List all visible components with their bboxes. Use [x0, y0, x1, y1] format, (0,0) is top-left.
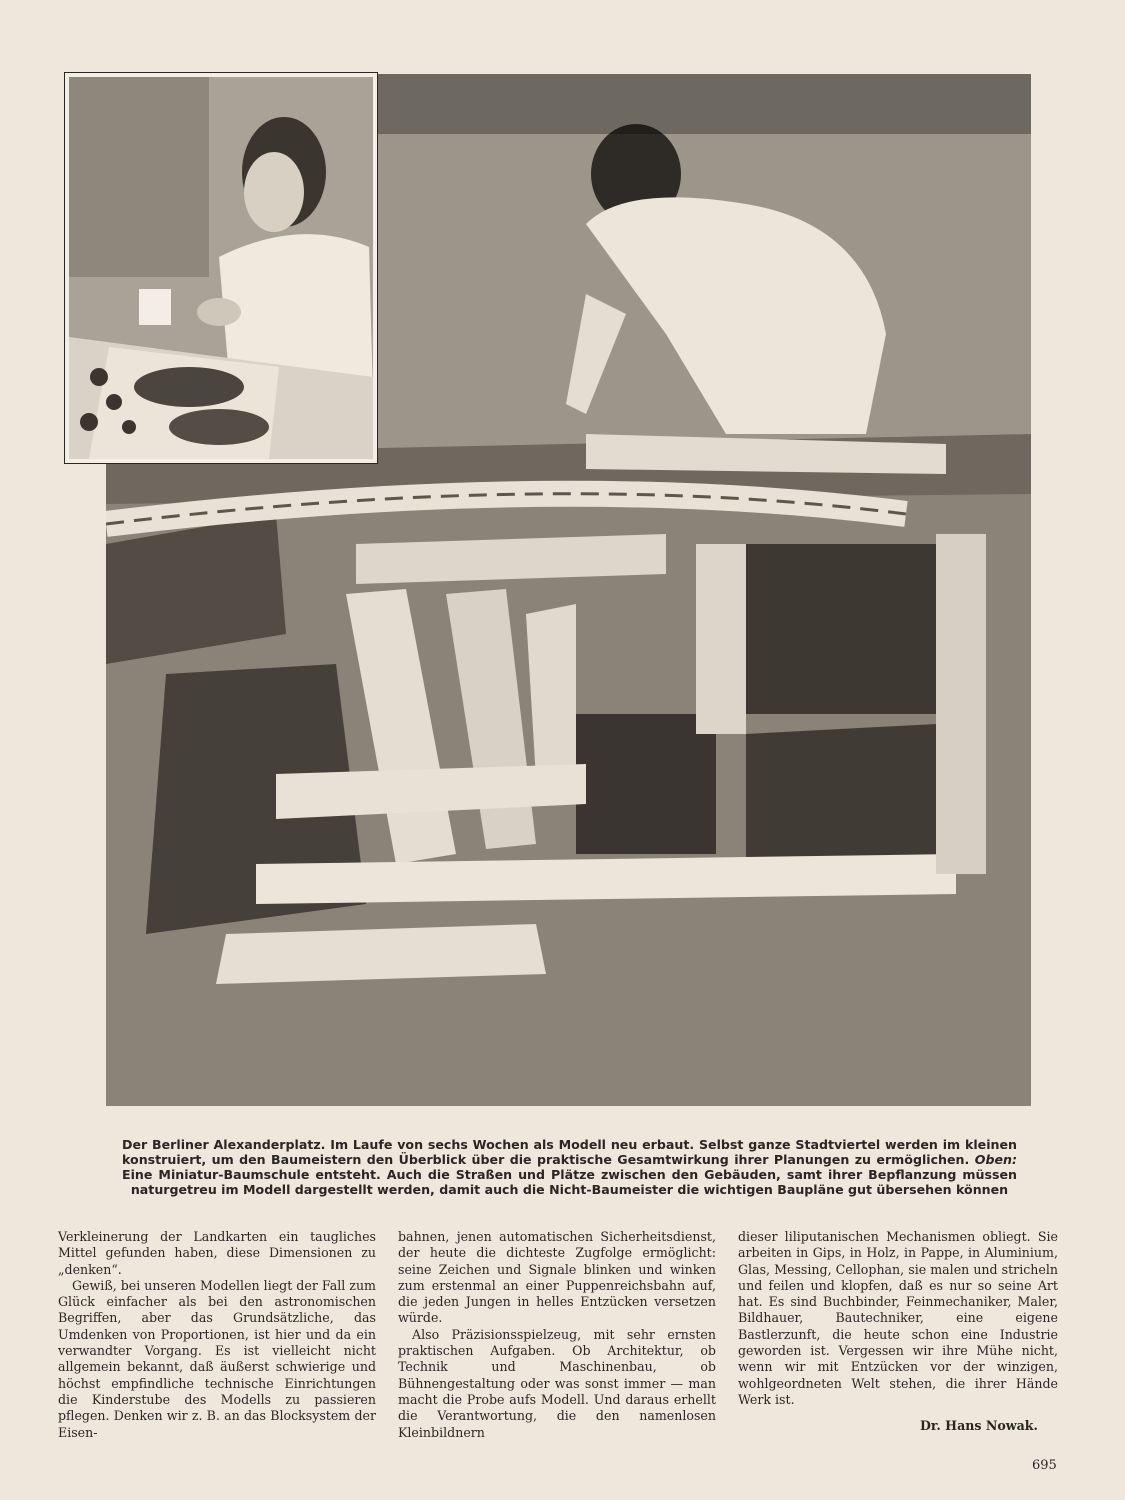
inset-illustration [69, 77, 373, 459]
paragraph: Gewiß, bei unseren Modellen liegt der Fall zum Glück einfacher als bei den astronomischen Begriffen, aber das Grundsätzliche, das Umdenken von Proportionen, ist hier und da ein verwandter Vorgang. Es ist vielleicht nicht allgemein bekannt, daß äußerst schwierige und höchst empfindliche technische Einrichtungen die Kinderstube des Modells zu passieren pflegen. Denken wir z. B. an das Blocksystem der Eisen- [58, 1277, 376, 1440]
text-column-1 [58, 1229, 376, 1441]
photo-caption [122, 1137, 1017, 1197]
author-signature: Dr. Hans Nowak. [920, 1418, 1038, 1433]
paragraph: Verkleinerung der Landkarten ein taugliches Mittel gefunden haben, diese Dimensionen zu „denken“. [58, 1229, 376, 1277]
page-number: 695 [1032, 1458, 1057, 1473]
paragraph: Also Präzisionsspielzeug, mit sehr ernsten praktischen Aufgaben. Ob Architektur, ob Technik und Maschinenbau, ob Bühnengestaltung oder was sonst immer — man macht die Probe aufs Modell. Und daraus erhellt die Verantwortung, die den namenlosen Kleinbildnern [398, 1326, 716, 1440]
caption-lead: Der Berliner Alexanderplatz. Im Laufe von sechs Wochen als Modell neu erbaut. Selbst ganze Stadtviertel werden im kleinen konstruiert, um den Baumeistern den Überblick über die praktische Gesamtwirkung ihrer Planungen zu ermöglichen. [122, 1137, 1017, 1167]
paragraph: bahnen, jenen automatischen Sicherheitsdienst, der heute die dichteste Zugfolge ermöglicht: seine Zeichen und Signale blinken und winken zum erstenmal an einer Puppenreichsbahn auf, die jeden Jungen in helles Entzücken versetzen würde. [398, 1229, 716, 1326]
text-column-2 [398, 1229, 716, 1441]
caption-oben-label: Oben: [974, 1152, 1017, 1167]
paragraph: dieser liliputanischen Mechanismen obliegt. Sie arbeiten in Gips, in Holz, in Pappe, in Aluminium, Glas, Messing, Cellophan, sie malen und stricheln und feilen und klopfen, daß es nur so seine Art hat. Es sind Buchbinder, Feinmechaniker, Maler, Bildhauer, Bautechniker, eine eigene Bastlerzunft, die heute schon eine Industrie geworden ist. Vergessen wir ihre Mühe nicht, wenn wir mit Entzücken vor der winzigen, wohlgeordneten Welt stehen, die ihrer Hände Werk ist. [738, 1229, 1058, 1407]
text-column-3 [738, 1229, 1058, 1408]
caption-rest: Eine Miniatur-Baumschule entsteht. Auch die Straßen und Plätze zwischen den Gebäuden, samt ihrer Bepflanzung müssen naturgetreu im Modell dargestellt werden, damit auch die Nicht-Baumeister die wichtigen Baupläne gut übersehen können [122, 1167, 1017, 1197]
inset-photo-miniature-nursery [64, 72, 378, 464]
